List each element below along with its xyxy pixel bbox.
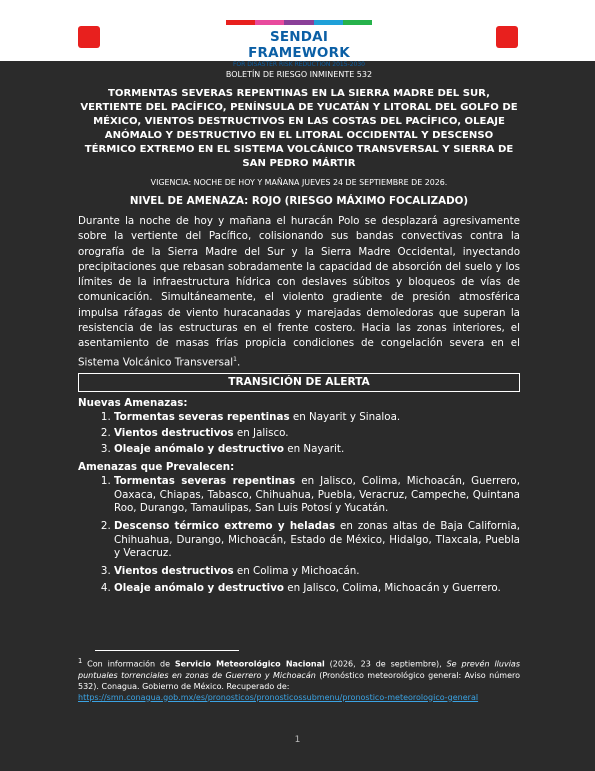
- footnote: [78, 656, 520, 703]
- logo-title: SENDAI FRAMEWORK: [248, 29, 350, 61]
- prevailing-threats-heading: Amenazas que Prevalecen:: [78, 461, 235, 474]
- list-item: [114, 443, 520, 457]
- threat-location: en Colima y Michoacán.: [233, 564, 360, 577]
- threat-location: en zonas altas de Baja California, Chihuahua, Durango, Michoacán, Estado de México, Hidalgo, Tlaxcala, Puebla y Veracruz.: [114, 519, 520, 560]
- threat-name: Tormentas severas repentinas: [114, 411, 290, 424]
- document-header: [0, 0, 595, 68]
- page-number: 1: [294, 735, 301, 745]
- sendai-framework-logo: [226, 20, 372, 69]
- list-item: [114, 427, 520, 441]
- threat-name: Oleaje anómalo y destructivo: [114, 442, 284, 455]
- threat-location: en Jalisco.: [233, 426, 289, 439]
- body-paragraph: [78, 214, 520, 370]
- footnote-title: Se prevén lluvias puntuales torrenciales en zonas de Guerrero y Michoacán: [78, 659, 520, 680]
- red-square-marker-right: [496, 26, 518, 48]
- new-threats-list: [78, 411, 520, 456]
- list-item: [114, 475, 520, 516]
- threat-name: Tormentas severas repentinas: [114, 475, 296, 488]
- footnote-link[interactable]: https://smn.conagua.gob.mx/es/pronosticos/pronosticossubmenu/pronostico-meteorologico-general: [78, 692, 479, 702]
- body-text: Durante la noche de hoy y mañana el huracán Polo se desplazará agresivamente sobre la vertiente del Pacífico, colisionando sus bandas convectivas contra la orografía de la Sierra Madre del Sur y la Sierra Madre Occidental, inyectando precipitaciones que rebasan sobradamente la capacidad de absorción del suelo y los límites de la infraestructura hídrica con deslaves súbitos y bloqueos de vías de comunicación. Simultáneamente, el violento gradiente de presión atmosférica impulsa ráfagas de viento huracanadas y marejadas demoledoras que superan la resistencia de las estructuras en el frente costero. Hacia las zonas interiores, el asentamiento de masas frías propicia condiciones de congelación severa en el Sistema Volcánico Transversal: [78, 215, 520, 369]
- document-body: [78, 68, 520, 600]
- new-threats-heading: Nuevas Amenazas:: [78, 397, 188, 410]
- list-item: [114, 411, 520, 425]
- footnote-rest: (Pronóstico meteorológico general: Aviso número 532). Conagua. Gobierno de México. Recuperado de:: [78, 670, 520, 691]
- logo-color-bars: [226, 20, 372, 25]
- alert-transition-heading: TRANSICIÓN DE ALERTA: [78, 373, 520, 392]
- list-item: [114, 520, 520, 561]
- bulletin-title: TORMENTAS SEVERAS REPENTINAS EN LA SIERRA MADRE DEL SUR, VERTIENTE DEL PACÍFICO, PENÍNSULA DE YUCATÁN Y LITORAL DEL GOLFO DE MÉXICO, VIENTOS DESTRUCTIVOS EN LAS COSTAS DEL PACÍFICO, OLEAJE ANÓMALO Y DESTRUCTIVO EN EL LITORAL OCCIDENTAL Y DESCENSO TÉRMICO EXTREMO EN EL SISTEMA VOLCÁNICO TRANSVERSAL Y SIERRA DE SAN PEDRO MÁRTIR: [80, 88, 518, 169]
- prevailing-threats-list: [78, 475, 520, 596]
- logo-bar: [314, 20, 343, 25]
- list-item: [114, 582, 520, 596]
- footnote-number: 1: [78, 657, 83, 665]
- list-item: [114, 565, 520, 579]
- red-square-marker-left: [78, 26, 100, 48]
- threat-location: en Nayarit.: [283, 442, 345, 455]
- footnote-divider: [95, 650, 239, 651]
- threat-level: NIVEL DE AMENAZA: ROJO (RIESGO MÁXIMO FOCALIZADO): [129, 195, 469, 207]
- threat-location: en Jalisco, Colima, Michoacán, Guerrero, Oaxaca, Chiapas, Tabasco, Chihuahua, Puebla, Veracruz, Campeche, Quintana Roo, Durango, Tamaulipas, San Luis Potosí y Yucatán.: [114, 475, 520, 515]
- logo-subtitle: FOR DISASTER RISK REDUCTION 2015-2030: [232, 61, 365, 68]
- validity-period: VIGENCIA: NOCHE DE HOY Y MAÑANA JUEVES 24 DE SEPTIEMBRE DE 2026.: [150, 178, 448, 187]
- threat-name: Vientos destructivos: [114, 564, 234, 577]
- threat-name: Descenso térmico extremo y heladas: [114, 519, 336, 532]
- logo-bar: [343, 20, 372, 25]
- bulletin-number: BOLETÍN DE RIESGO INMINENTE 532: [225, 70, 373, 79]
- threat-name: Oleaje anómalo y destructivo: [114, 582, 284, 595]
- body-text-end: .: [236, 356, 241, 369]
- footnote-source: Servicio Meteorológico Nacional: [174, 659, 325, 669]
- footnote-date: (2026, 23 de septiembre),: [324, 659, 447, 669]
- footnote-reference[interactable]: 1: [233, 355, 237, 363]
- logo-bar: [284, 20, 313, 25]
- logo-bar: [255, 20, 284, 25]
- threat-location: en Jalisco, Colima, Michoacán y Guerrero.: [283, 582, 501, 595]
- threat-location: en Nayarit y Sinaloa.: [289, 411, 401, 424]
- logo-bar: [226, 20, 255, 25]
- footnote-intro: Con información de: [82, 659, 175, 669]
- threat-name: Vientos destructivos: [114, 426, 234, 439]
